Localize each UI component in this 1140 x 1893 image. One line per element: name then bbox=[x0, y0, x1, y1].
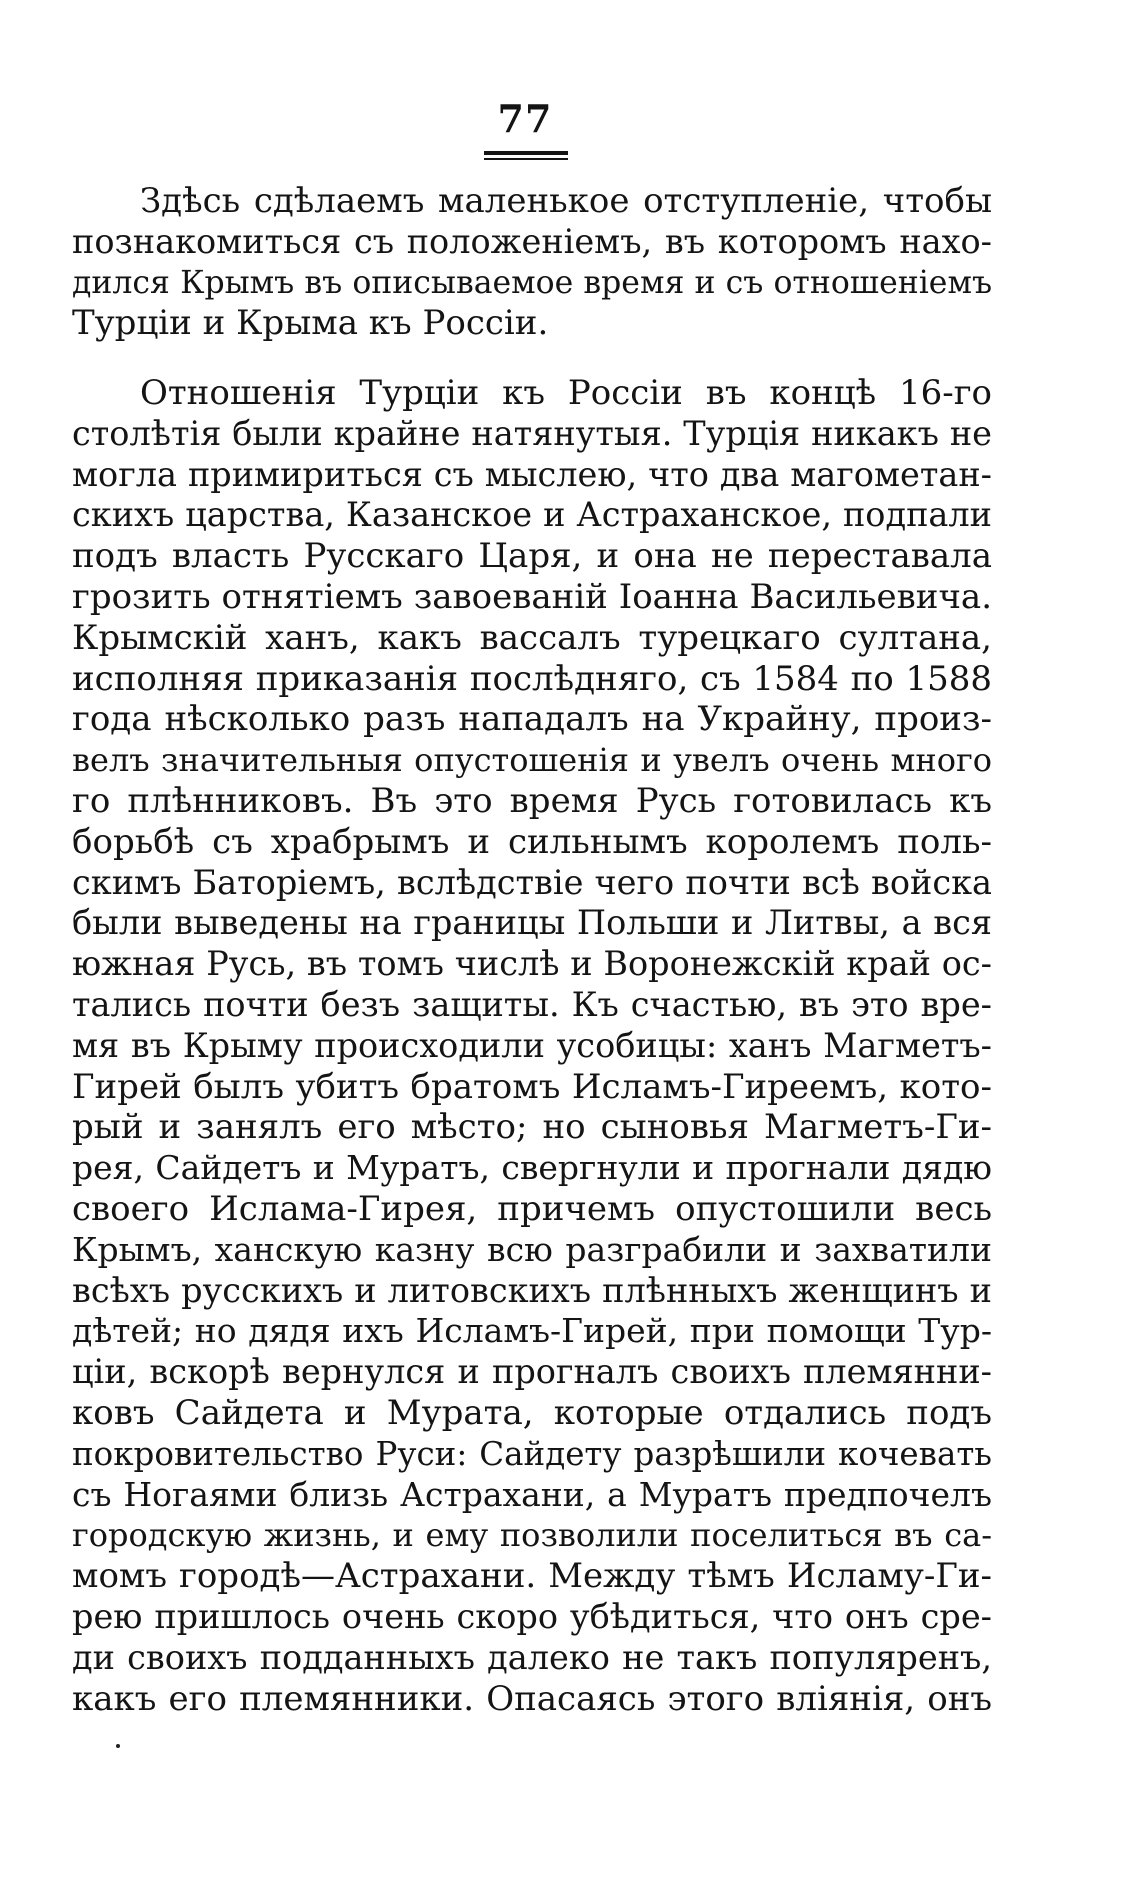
text-line: покровительство Руси: Сайдету разрѣшили кочевать bbox=[72, 1434, 992, 1473]
ink-speck bbox=[116, 1744, 120, 1748]
page-number: 77 bbox=[497, 96, 553, 141]
text-line: го плѣнниковъ. Въ это время Русь готовилась къ bbox=[72, 780, 992, 821]
text-line: были выведены на границы Польши и Литвы, а вся bbox=[72, 903, 992, 943]
text-line: тались почти безъ защиты. Къ счастью, въ это вре- bbox=[72, 984, 992, 1024]
paragraph-1 bbox=[72, 181, 992, 344]
text-line: Отношенія Турціи къ Россіи въ концѣ 16-го bbox=[140, 373, 992, 413]
text-line: Турціи и Крыма къ Россіи. bbox=[72, 303, 549, 344]
text-line: ціи, вскорѣ вернулся и прогналъ своихъ племянни- bbox=[72, 1352, 992, 1392]
text-line: подъ власть Русскаго Царя, и она не переставала bbox=[72, 536, 992, 577]
text-line: познакомиться съ положеніемъ, въ которомъ нахо- bbox=[72, 221, 992, 261]
text-line: своего Ислама-Гирея, причемъ опустошили весь bbox=[72, 1188, 992, 1229]
text-line: ди своихъ подданныхъ далеко не такъ популяренъ, bbox=[72, 1637, 992, 1677]
header-rule-thin bbox=[484, 158, 568, 160]
text-line: рею пришлось очень скоро убѣдиться, что онъ сре- bbox=[72, 1596, 992, 1636]
text-line: дился Крымъ въ описываемое время и съ отношеніемъ bbox=[72, 264, 992, 301]
text-line: велъ значительныя опустошенія и увелъ очень много bbox=[72, 741, 992, 780]
text-line: рея, Сайдетъ и Муратъ, свергнули и прогнали дядю bbox=[72, 1148, 992, 1188]
text-line: всѣхъ русскихъ и литовскихъ плѣнныхъ женщинъ и bbox=[72, 1270, 992, 1310]
text-line: скихъ царства, Казанское и Астраханское, подпали bbox=[72, 495, 992, 535]
text-line: Крымъ, ханскую казну всю разграбили и захватили bbox=[72, 1229, 992, 1269]
text-line: южная Русь, въ томъ числѣ и Воронежскій край ос- bbox=[72, 944, 992, 984]
text-line: дѣтей; но дядя ихъ Исламъ-Гирей, при помощи Тур- bbox=[72, 1311, 992, 1351]
text-line: грозить отнятіемъ завоеваній Іоанна Васильевича. bbox=[72, 576, 992, 617]
header-rule-thick bbox=[484, 151, 568, 155]
text-line: съ Ногаями близь Астрахани, а Муратъ предпочелъ bbox=[72, 1474, 992, 1514]
text-line: Гирей былъ убитъ братомъ Исламъ-Гиреемъ, кото- bbox=[72, 1066, 992, 1107]
text-line: какъ его племянники. Опасаясь этого вліянія, онъ bbox=[72, 1678, 992, 1719]
text-line: городскую жизнь, и ему позволили поселиться въ са- bbox=[72, 1516, 992, 1555]
text-line: борьбѣ съ храбрымъ и сильнымъ королемъ поль- bbox=[72, 821, 992, 862]
text-line: ковъ Сайдета и Мурата, которые отдались подъ bbox=[72, 1392, 992, 1433]
text-line: момъ городѣ—Астрахани. Между тѣмъ Исламу-Ги- bbox=[72, 1556, 992, 1597]
paragraph-2 bbox=[72, 373, 992, 1719]
text-line: столѣтія были крайне натянутыя. Турція никакъ не bbox=[72, 413, 992, 453]
text-line: рый и занялъ его мѣсто; но сыновья Магметъ-Ги- bbox=[72, 1107, 992, 1148]
text-line: Крымскій ханъ, какъ вассалъ турецкаго султана, bbox=[72, 617, 992, 658]
text-line: мя въ Крыму происходили усобицы: ханъ Магметъ- bbox=[72, 1025, 992, 1065]
text-line: года нѣсколько разъ нападалъ на Украйну, произ- bbox=[72, 699, 992, 740]
text-line: исполняя приказанія послѣдняго, съ 1584 по 1588 bbox=[72, 658, 992, 699]
text-line: Здѣсь сдѣлаемъ маленькое отступленіе, чтобы bbox=[140, 181, 992, 221]
text-line: скимъ Баторіемъ, вслѣдствіе чего почти всѣ войска bbox=[72, 862, 992, 902]
text-line: могла примириться съ мыслею, что два магометан- bbox=[72, 454, 992, 494]
